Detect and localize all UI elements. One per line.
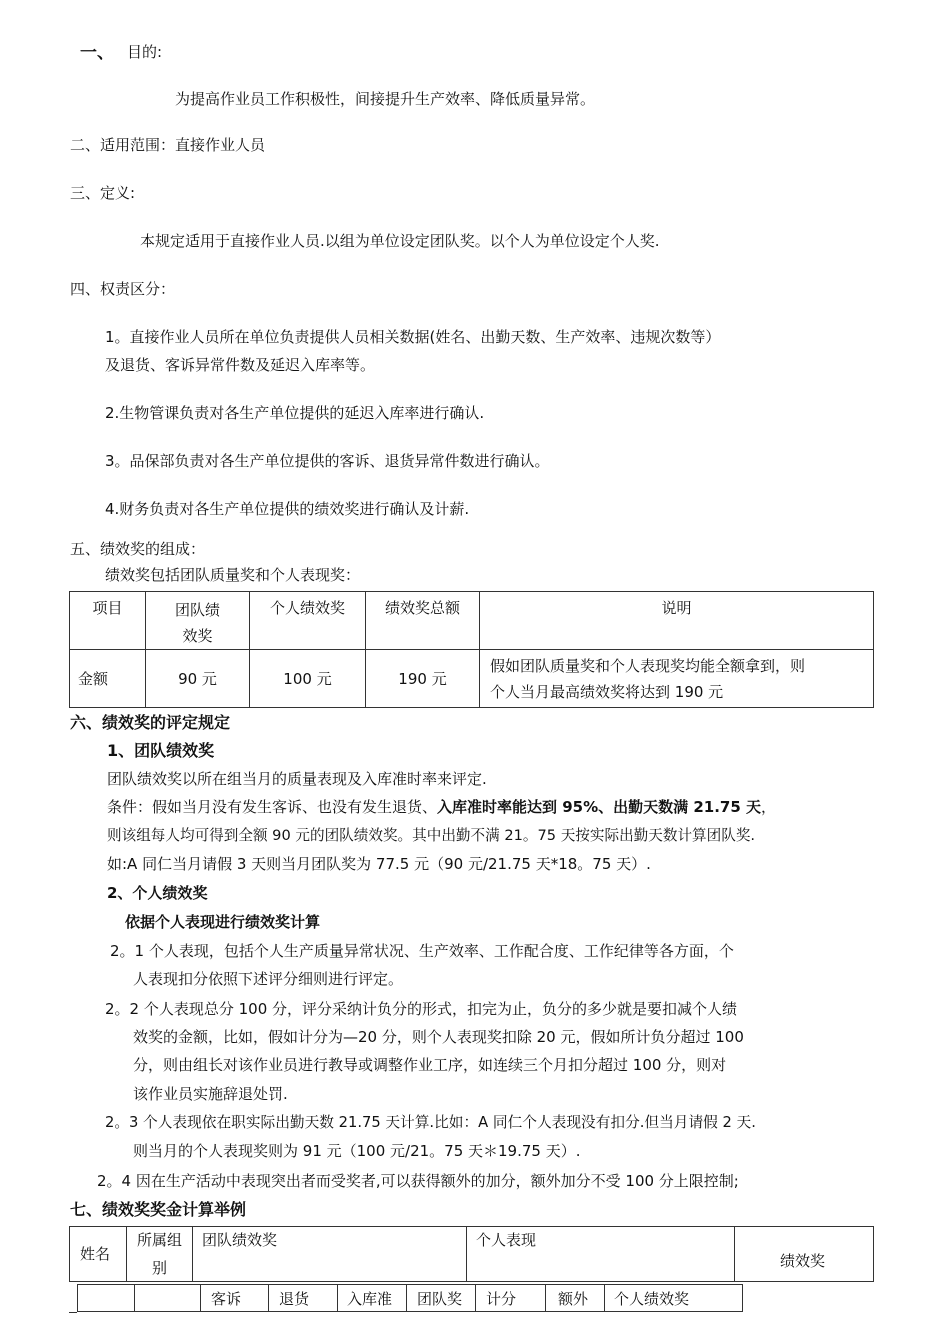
example-subheader-score: 计分 bbox=[486, 1290, 517, 1308]
example-subheader-ontime: 入库准 bbox=[347, 1290, 393, 1308]
header-total-bonus: 绩效奖总额 bbox=[366, 592, 480, 650]
divider bbox=[734, 1226, 735, 1282]
personal-item-2-line-4: 该作业员实施辞退处罚. bbox=[133, 1085, 288, 1103]
section-3-title: 三、定义: bbox=[70, 184, 136, 202]
divider bbox=[126, 1226, 127, 1282]
section-6-para-4: 如:A 同仁当月请假 3 天则当月团队奖为 77.5 元（90 元/21.75 天*18。75 天）. bbox=[107, 855, 651, 873]
divider bbox=[545, 1284, 546, 1312]
cell-description bbox=[480, 650, 874, 708]
section-5-intro: 绩效奖包括团队质量奖和个人表现奖： bbox=[105, 566, 361, 584]
example-subheader-complaint: 客诉 bbox=[211, 1290, 242, 1308]
header-team-bonus-line-1: 团队绩 bbox=[174, 601, 220, 619]
section-3-body: 本规定适用于直接作业人员.以组为单位设定团队奖。以个人为单位设定个人奖. bbox=[140, 232, 660, 250]
example-table-header bbox=[69, 1226, 874, 1282]
section-7-title: 七、绩效奖奖金计算举例 bbox=[70, 1200, 247, 1219]
header-item: 项目 bbox=[70, 592, 146, 650]
section-6-subtitle-1: 1、团队绩效奖 bbox=[107, 741, 215, 760]
section-5-title: 五、绩效奖的组成： bbox=[70, 540, 206, 558]
section-1-title: 目的: bbox=[127, 43, 163, 61]
table-header-row bbox=[70, 592, 874, 650]
personal-item-3-line-2: 则当月的个人表现奖则为 91 元（100 元/21。75 天＊19.75 天）. bbox=[133, 1142, 581, 1160]
example-header-group-line-2: 别 bbox=[152, 1259, 168, 1277]
section-6-subtitle-2: 2、个人绩效奖 bbox=[107, 884, 208, 902]
divider bbox=[192, 1226, 193, 1282]
cell-total-bonus: 190 元 bbox=[366, 650, 480, 708]
personal-item-2-line-1: 2。2 个人表现总分 100 分，评分采纳计负分的形式，扣完为止，负分的多少就是要扣减个人绩 bbox=[105, 1000, 738, 1018]
section-1-number: 一、 bbox=[80, 43, 114, 63]
section-4-item-1-line-2: 及退货、客诉异常件数及延迟入库率等。 bbox=[105, 356, 376, 374]
personal-item-1-line-1: 2。1 个人表现，包括个人生产质量异常状况、生产效率、工作配合度、工作纪律等各方面，个 bbox=[110, 942, 734, 960]
example-subheader-return: 退货 bbox=[279, 1290, 310, 1308]
header-team-bonus-line-2: 效奖 bbox=[182, 627, 213, 645]
section-6-para-2-text: 条件：假如当月没有发生客诉、也没有发生退货、 bbox=[107, 798, 438, 816]
section-4-item-2: 2.生物管课负责对各生产单位提供的延迟入库率进行确认. bbox=[105, 404, 485, 422]
section-1-body: 为提高作业员工作积极性，间接提升生产效率、降低质量异常。 bbox=[175, 90, 596, 108]
divider bbox=[466, 1226, 467, 1282]
divider bbox=[406, 1284, 407, 1312]
description-line-1: 假如团队质量奖和个人表现奖均能全额拿到，则 bbox=[490, 656, 806, 675]
section-2-title: 二、适用范围：直接作业人员 bbox=[70, 136, 266, 154]
divider bbox=[134, 1284, 135, 1312]
header-personal-bonus: 个人绩效奖 bbox=[250, 592, 366, 650]
bonus-composition-table bbox=[69, 591, 874, 708]
section-6-para-3: 则该组每人均可得到全额 90 元的团队绩效奖。其中出勤不满 21。75 天按实际出勤天数计算团队奖. bbox=[107, 827, 756, 844]
header-description: 说明 bbox=[480, 592, 874, 650]
section-4-item-1-line-1: 1。直接作业人员所在单位负责提供人员相关数据(姓名、出勤天数、生产效率、违规次数等） bbox=[105, 328, 721, 346]
divider bbox=[337, 1284, 338, 1312]
divider bbox=[604, 1284, 605, 1312]
header-team-bonus bbox=[146, 592, 250, 650]
personal-item-1-line-2: 人表现扣分依照下述评分细则进行评定。 bbox=[133, 970, 404, 988]
cell-team-bonus: 90 元 bbox=[146, 650, 250, 708]
section-6-title: 六、绩效奖的评定规定 bbox=[70, 713, 231, 732]
personal-item-2-line-2: 效奖的金额，比如，假如计分为—20 分，则个人表现奖扣除 20 元，假如所计负分超过 100 bbox=[133, 1028, 744, 1046]
example-header-group-line-1: 所属组 bbox=[137, 1231, 183, 1249]
personal-item-3-line-1: 2。3 个人表现依在职实际出勤天数 21.75 天计算.比如：A 同仁个人表现没有扣分.但当月请假 2 天. bbox=[105, 1114, 756, 1131]
example-header-personal: 个人表现 bbox=[476, 1231, 537, 1249]
example-subheader-extra: 额外 bbox=[558, 1290, 589, 1308]
example-subheader-team-award: 团队奖 bbox=[417, 1290, 463, 1308]
section-6-para-2 bbox=[107, 798, 776, 816]
divider bbox=[475, 1284, 476, 1312]
table-row bbox=[70, 650, 874, 708]
personal-item-2-line-3: 分，则由组长对该作业员进行教导或调整作业工序，如连续三个月扣分超过 100 分，则对 bbox=[133, 1056, 727, 1074]
section-4-title: 四、权责区分： bbox=[70, 280, 176, 298]
example-header-bonus: 绩效奖 bbox=[780, 1252, 826, 1270]
divider bbox=[69, 1312, 77, 1313]
section-6-para-1: 团队绩效奖以所在组当月的质量表现及入库准时率来评定. bbox=[107, 770, 487, 788]
personal-item-4: 2。4 因在生产活动中表现突出者而受奖者,可以获得额外的加分，额外加分不受 100 分上限控制; bbox=[97, 1172, 739, 1190]
section-4-item-4: 4.财务负责对各生产单位提供的绩效奖进行确认及计薪. bbox=[105, 500, 470, 518]
example-header-team-bonus: 团队绩效奖 bbox=[202, 1231, 278, 1249]
section-4-item-3: 3。品保部负责对各生产单位提供的客诉、退货异常件数进行确认。 bbox=[105, 452, 550, 470]
row-label: 金额 bbox=[70, 650, 146, 708]
example-header-name: 姓名 bbox=[80, 1245, 111, 1263]
example-subheader-personal-bonus: 个人绩效奖 bbox=[614, 1290, 690, 1308]
description-line-2: 个人当月最高绩效奖将达到 190 元 bbox=[490, 682, 724, 701]
cell-personal-bonus: 100 元 bbox=[250, 650, 366, 708]
divider bbox=[268, 1284, 269, 1312]
section-6-para-2-end: ， bbox=[761, 798, 777, 816]
divider bbox=[200, 1284, 201, 1312]
section-6-para-2-emphasis: 入库准时率能达到 95%、出勤天数满 21.75 天 bbox=[437, 798, 762, 816]
section-6-subtitle-2b: 依据个人表现进行绩效奖计算 bbox=[125, 913, 321, 931]
